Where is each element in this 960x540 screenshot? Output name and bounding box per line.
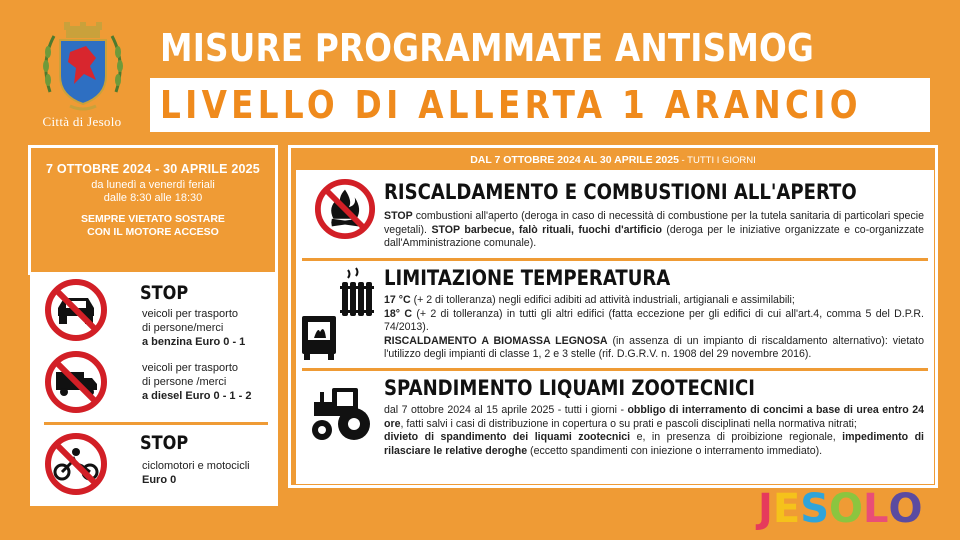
no-car-icon: [44, 278, 108, 342]
car-text-2: di persone/merci: [142, 322, 224, 334]
section-divider-1: [302, 258, 928, 261]
section-title-temperature: LIMITAZIONE TEMPERATURA: [384, 266, 671, 290]
title-line-1: MISURE PROGRAMMATE ANTISMOG: [160, 26, 814, 70]
moto-text-1: ciclomotori e motocicli: [142, 460, 250, 472]
jesolo-logo: [758, 486, 938, 530]
jesolo-logo-letter: O: [829, 486, 864, 532]
jesolo-logo-letter: S: [800, 486, 830, 532]
truck-text-3: a diesel Euro 0 - 1 - 2: [142, 390, 252, 402]
panel-divider: [44, 422, 268, 425]
measures-panel: [296, 170, 934, 484]
title-banner: [150, 78, 930, 132]
schedule-days: da lunedì a venerdì feriali: [91, 179, 215, 191]
tractor-icon: [306, 384, 374, 444]
city-name: Città di Jesolo: [42, 114, 122, 129]
idling-notice-2: CON IL MOTORE ACCESO: [87, 226, 219, 238]
jesolo-logo-letter: J: [758, 486, 773, 532]
no-truck-icon: [44, 350, 108, 414]
section-divider-2: [302, 368, 928, 371]
city-crest-icon: [40, 22, 126, 114]
no-fire-icon: [314, 178, 376, 240]
car-text-3: a benzina Euro 0 - 1: [142, 336, 246, 348]
section-text-manure: dal 7 ottobre 2024 al 15 aprile 2025 - tutti i giorni - obbligo di interramento di concimi a base di urea entro 24 ore, fatti salvi i casi di distribuzione in copertura o su prati e pascoli disciplinati nella normativa nitrati; divieto di spandimento dei liquami zootecnici e, in presenza di proibizione regionale, impedimento di rilasciare le relative deroghe (eccetto spandimenti con iniezione o interramento immediato).: [384, 404, 924, 457]
car-text-1: veicoli per trasporto: [142, 308, 238, 320]
jesolo-logo-letter: L: [863, 486, 889, 532]
schedule-hours: dalle 8:30 alle 18:30: [103, 192, 203, 204]
schedule-box: [28, 145, 278, 275]
section-text-temperature: 17 °C (+ 2 di tolleranza) negli edifici adibiti ad attività industriali, artigianali e assimilabili; 18° C (+ 2 di tolleranza) in tutti gli altri edifici (fatta eccezione per gli edifici di cui all'art.4, comma 5 del D.P.R. 74/2013). RISCALDAMENTO A BIOMASSA LEGNOSA (in assenza di un impianto di riscaldamento alternativo): vietato l'utilizzo degli impianti di classe 1, 2 e 3 stelle (rif. D.G.R.V. n. 1908 del 29 novembre 2016).: [384, 294, 924, 360]
no-motorcycle-icon: [44, 432, 108, 496]
vehicle-restrictions-panel: [30, 272, 278, 506]
section-text-heating: STOP combustioni all'aperto (deroga in caso di necessità di combustione per la tutela sanitaria di particolari specie vegetali). STOP barbecue, falò rituali, fuochi d'artificio (deroga per le iniziative organizzate e co-organizzate dall'Amministrazione comunale).: [384, 210, 924, 249]
section-title-heating: RISCALDAMENTO E COMBUSTIONI ALL'APERTO: [384, 180, 857, 204]
stop-label-motorcycles: STOP: [140, 432, 189, 454]
moto-text-2: Euro 0: [142, 474, 177, 486]
section-title-manure: SPANDIMENTO LIQUAMI ZOOTECNICI: [384, 376, 755, 400]
stop-label-cars: STOP: [140, 282, 189, 304]
idling-notice-1: SEMPRE VIETATO SOSTARE: [81, 213, 225, 225]
truck-text-1: veicoli per trasporto: [142, 362, 238, 374]
jesolo-logo-letter: E: [772, 486, 801, 532]
radiator-stove-icon: [298, 266, 378, 362]
truck-text-2: di persone /merci: [142, 376, 227, 388]
title-line-2: LIVELLO DI ALLERTA 1 ARANCIO: [160, 83, 862, 127]
jesolo-logo-letter: O: [888, 486, 923, 532]
measures-period: DAL 7 OTTOBRE 2024 AL 30 APRILE 2025 - TUTTI I GIORNI: [470, 154, 756, 166]
schedule-period: 7 OTTOBRE 2024 - 30 APRILE 2025: [46, 162, 260, 176]
